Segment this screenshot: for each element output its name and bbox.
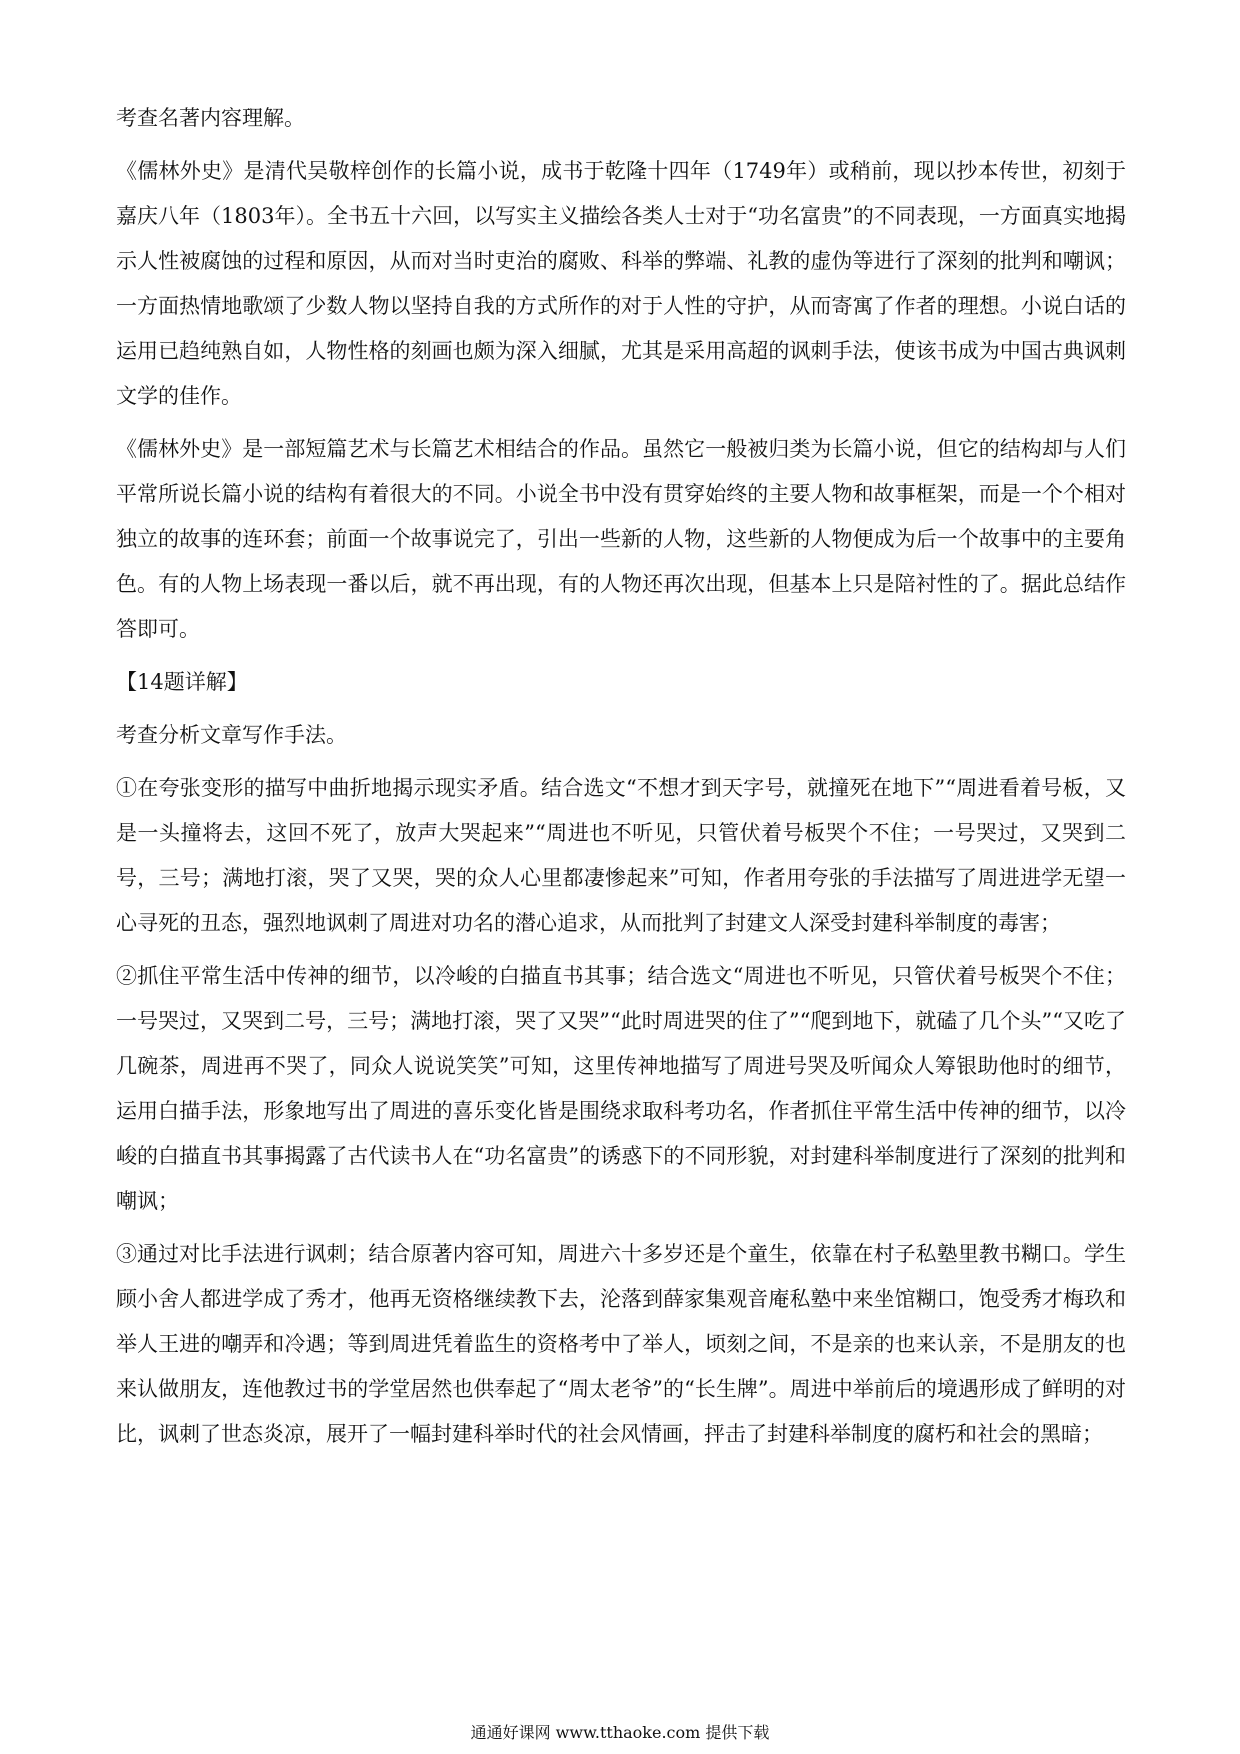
paragraph-point-1: ①在夸张变形的描写中曲折地揭示现实矛盾。结合选文“不想才到天字号，就撞死在地下”“周进看着号板，又是一头撞将去，这回不死了，放声大哭起来”“周进也不听见，只管伏着号板哭个不住；一号哭过，又哭到二号，三号；满地打滚，哭了又哭，哭的众人心里都凄惨起来”可知，作者用夸张的手法描写了周进进学无望一心寻死的丑态，强烈地讽刺了周进对功名的潜心追求，从而批判了封建文人深受封建科举制度的毒害；: [116, 776, 1126, 935]
paragraph-intro: 考查名著内容理解。: [116, 106, 305, 130]
section-heading-14: 【14题详解】: [116, 670, 248, 694]
document-body: [116, 96, 1126, 1465]
paragraph-point-3: ③通过对比手法进行讽刺；结合原著内容可知，周进六十多岁还是个童生，依靠在村子私塾里教书糊口。学生顾小舍人都进学成了秀才，他再无资格继续教下去，沦落到薛家集观音庵私塾中来坐馆糊口，饱受秀才梅玖和举人王进的嘲弄和冷遇；等到周进凭着监生的资格考中了举人，顷刻之间，不是亲的也来认亲，不是朋友的也来认做朋友，连他教过书的学堂居然也供奉起了“周太老爷”的“长生牌”。周进中举前后的境遇形成了鲜明的对比，讽刺了世态炎凉，展开了一幅封建科举时代的社会风情画，抨击了封建科举制度的腐朽和社会的黑暗；: [116, 1242, 1126, 1446]
paragraph-book-summary: 《儒林外史》是清代吴敬梓创作的长篇小说，成书于乾隆十四年（1749年）或稍前，现以抄本传世，初刻于嘉庆八年（1803年）。全书五十六回，以写实主义描绘各类人士对于“功名富贵”的不同表现，一方面真实地揭示人性被腐蚀的过程和原因，从而对当时吏治的腐败、科举的弊端、礼教的虚伪等进行了深刻的批判和嘲讽；一方面热情地歌颂了少数人物以坚持自我的方式所作的对于人性的守护，从而寄寓了作者的理想。小说白话的运用已趋纯熟自如，人物性格的刻画也颇为深入细腻，尤其是采用高超的讽刺手法，使该书成为中国古典讽刺文学的佳作。: [116, 159, 1126, 408]
page-footer: 通通好课网 www.tthaoke.com 提供下载: [470, 1723, 770, 1742]
paragraph-technique-intro: 考查分析文章写作手法。: [116, 723, 347, 747]
paragraph-point-2: ②抓住平常生活中传神的细节，以冷峻的白描直书其事；结合选文“周进也不听见，只管伏着号板哭个不住；一号哭过，又哭到二号，三号；满地打滚，哭了又哭”“此时周进哭的住了”“爬到地下，就磕了几个头”“又吃了几碗茶，周进再不哭了，同众人说说笑笑”可知，这里传神地描写了周进号哭及听闻众人筹银助他时的细节，运用白描手法，形象地写出了周进的喜乐变化皆是围绕求取科考功名，作者抓住平常生活中传神的细节，以冷峻的白描直书其事揭露了古代读书人在“功名富贵”的诱惑下的不同形貌，对封建科举制度进行了深刻的批判和嘲讽；: [116, 964, 1126, 1213]
paragraph-book-structure: 《儒林外史》是一部短篇艺术与长篇艺术相结合的作品。虽然它一般被归类为长篇小说，但它的结构却与人们平常所说长篇小说的结构有着很大的不同。小说全书中没有贯穿始终的主要人物和故事框架，而是一个个相对独立的故事的连环套；前面一个故事说完了，引出一些新的人物，这些新的人物便成为后一个故事中的主要角色。有的人物上场表现一番以后，就不再出现，有的人物还再次出现，但基本上只是陪衬性的了。据此总结作答即可。: [116, 437, 1126, 641]
